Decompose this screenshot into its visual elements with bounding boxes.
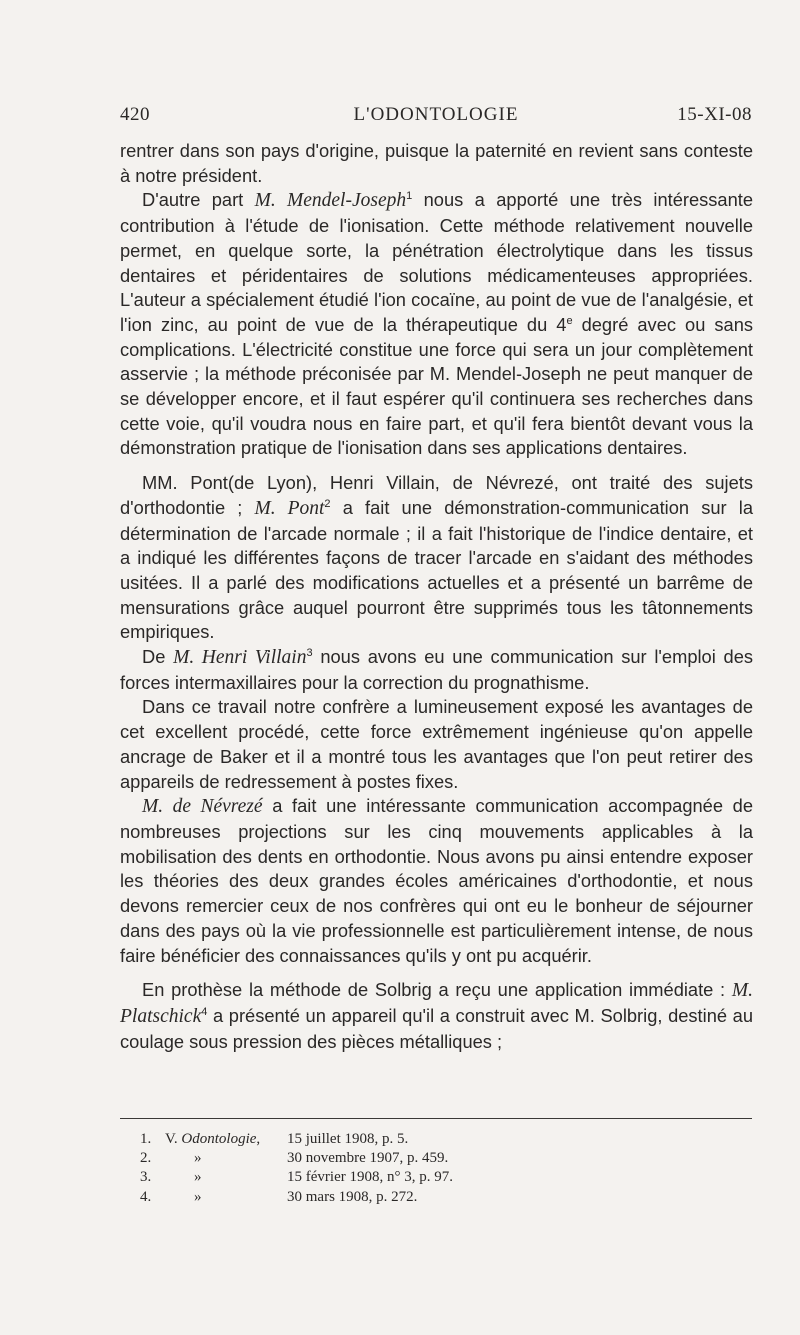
author-mendel-joseph: M. Mendel-Joseph (254, 190, 407, 212)
footnotes (140, 1130, 740, 1207)
footnote-ditto-mark: » (194, 1150, 202, 1167)
body-text (120, 139, 753, 1054)
paragraph-3-rest: a fait une démonstration-communication sur la détermination de l'arcade normale ; il a fait l'historique de l'indice dentaire, et a indiqué les différentes façons de tracer l'arcade en s'aidant des méthodes usitées. Il a parlé des modifications actuelles et a présenté un barrême de mensurations grâce auquel pourront être supprimés tous les tâtonnements empiriques. (120, 496, 753, 643)
paragraph-4-rest: nous avons eu une communication sur l'emploi des forces intermaxillaires pour la correction du prognathisme. (120, 646, 753, 693)
footnote-source-text (165, 1131, 260, 1147)
paragraph-4 (120, 645, 753, 695)
paragraph-3-start: MM. Pont(de Lyon), Henri Villain, de Névrezé, ont traité des sujets d'orthodontie ; (120, 472, 753, 518)
footnote-separator (120, 1118, 752, 1119)
paragraph-7-start: En prothèse la méthode de Solbrig a reçu une application immédiate : (142, 979, 732, 1001)
journal-title: L'ODONTOLOGIE (353, 104, 519, 125)
paragraph-2-end: degré avec ou sans complications. L'électricité constitue une force qui sera un jour complètement asservie ; la méthode préconisée par M. Mendel-Joseph ne peut manquer de se développer encore, et il faut espérer qu'il continuera ses recherches dans cette voie, qu'il voudra nous en faire part, et qu'il fera bientôt devant vous la démonstration pratique de l'ionisation dans ses applications dentaires. (120, 313, 753, 459)
footnote-reference: 15 juillet 1908, p. 5. (287, 1131, 409, 1147)
paragraph-4-start: De (142, 646, 174, 668)
footnote-reference: 30 novembre 1907, p. 459. (287, 1150, 449, 1167)
footnote-ref-1: 1 (406, 190, 413, 203)
author-henri-villain: M. Henri Villain (173, 647, 307, 669)
paragraph-5-text: Dans ce travail notre confrère a lumineusement exposé les avantages de cet excellent procédé, cette force extrêmement ingénieuse qu'on appelle ancrage de Baker et il a montré tous les avantages que l'on peut retirer des appareils de redressement à postes fixes. (120, 696, 753, 792)
footnote-ref-3: 3 (306, 646, 313, 659)
footnote-ref-2: 2 (324, 497, 331, 510)
running-head (120, 104, 752, 128)
footnote-number: 4. (140, 1188, 152, 1205)
footnote-source-comma: , (256, 1131, 261, 1147)
author-de-nevreze: M. de Névrezé (142, 796, 263, 818)
footnote-journal-name: Odontologie (181, 1131, 257, 1147)
paragraph-2-start: D'autre part (142, 189, 255, 211)
footnote-reference: 15 février 1908, n° 3, p. 97. (287, 1169, 453, 1186)
footnote-number: 1. (140, 1131, 152, 1147)
footnote-reference: 30 mars 1908, p. 272. (287, 1188, 418, 1205)
footnote-ref-4: 4 (201, 1005, 208, 1018)
footnote-number: 2. (140, 1150, 152, 1167)
paragraph-6-rest: a fait une intéressante communication accompagnée de nombreuses projections sur les cinq mouvements applicables à la mobilisation des dents en orthodontie. Nous avons pu ainsi entendre exposer les théories des deux grandes écoles américaines d'orthodontie, et nous devons remercier ceux de nos confrères qui ont eu le bonheur de séjourner dans des pays où la vie professionnelle est particulièrement intense, de nous faire bénéficier des connaissances qu'ils y ont pu acquérir. (120, 795, 754, 966)
footnote-1 (140, 1130, 740, 1149)
paragraph-2 (120, 188, 753, 461)
issue-date: 15-XI-08 (677, 104, 752, 125)
paragraph-2-rest: nous a apporté une très intéressante contribution à l'étude de l'ionisation. Cette méthode relativement nouvelle permet, en quelque sorte, la pénétration électrolytique dans les tissus dentaires et péridentaires de solutions médicamenteuses appropriées. L'auteur a spécialement étudié l'ion cocaïne, au point de vue de l'analgésie, et l'ion zinc, au point de vue de la thérapeutique du 4 (120, 189, 754, 335)
footnote-3 (140, 1168, 740, 1187)
footnote-number: 3. (140, 1169, 152, 1186)
page-number: 420 (120, 104, 150, 125)
paragraph-6 (120, 794, 753, 968)
paragraph-5 (120, 695, 753, 794)
footnote-source (165, 1130, 260, 1149)
author-pont: M. Pont (254, 497, 325, 519)
footnote-ditto-mark: » (194, 1188, 202, 1205)
superscript-e: e (566, 314, 573, 327)
author-platschick: M. Platschick (120, 980, 753, 1027)
paragraph-3 (120, 471, 753, 645)
footnote-source-prefix: V. (165, 1131, 182, 1147)
footnote-4 (140, 1188, 740, 1207)
footnote-2 (140, 1149, 740, 1168)
paragraph-1 (120, 139, 753, 188)
paragraph-7 (120, 978, 753, 1054)
paragraph-7-rest: a présenté un appareil qu'il a construit avec M. Solbrig, destiné au coulage sous pression des pièces métalliques ; (120, 1004, 753, 1052)
paragraph-1-text: rentrer dans son pays d'origine, puisque la paternité en revient sans conteste à notre président. (120, 140, 753, 186)
footnote-ditto-mark: » (194, 1169, 202, 1186)
